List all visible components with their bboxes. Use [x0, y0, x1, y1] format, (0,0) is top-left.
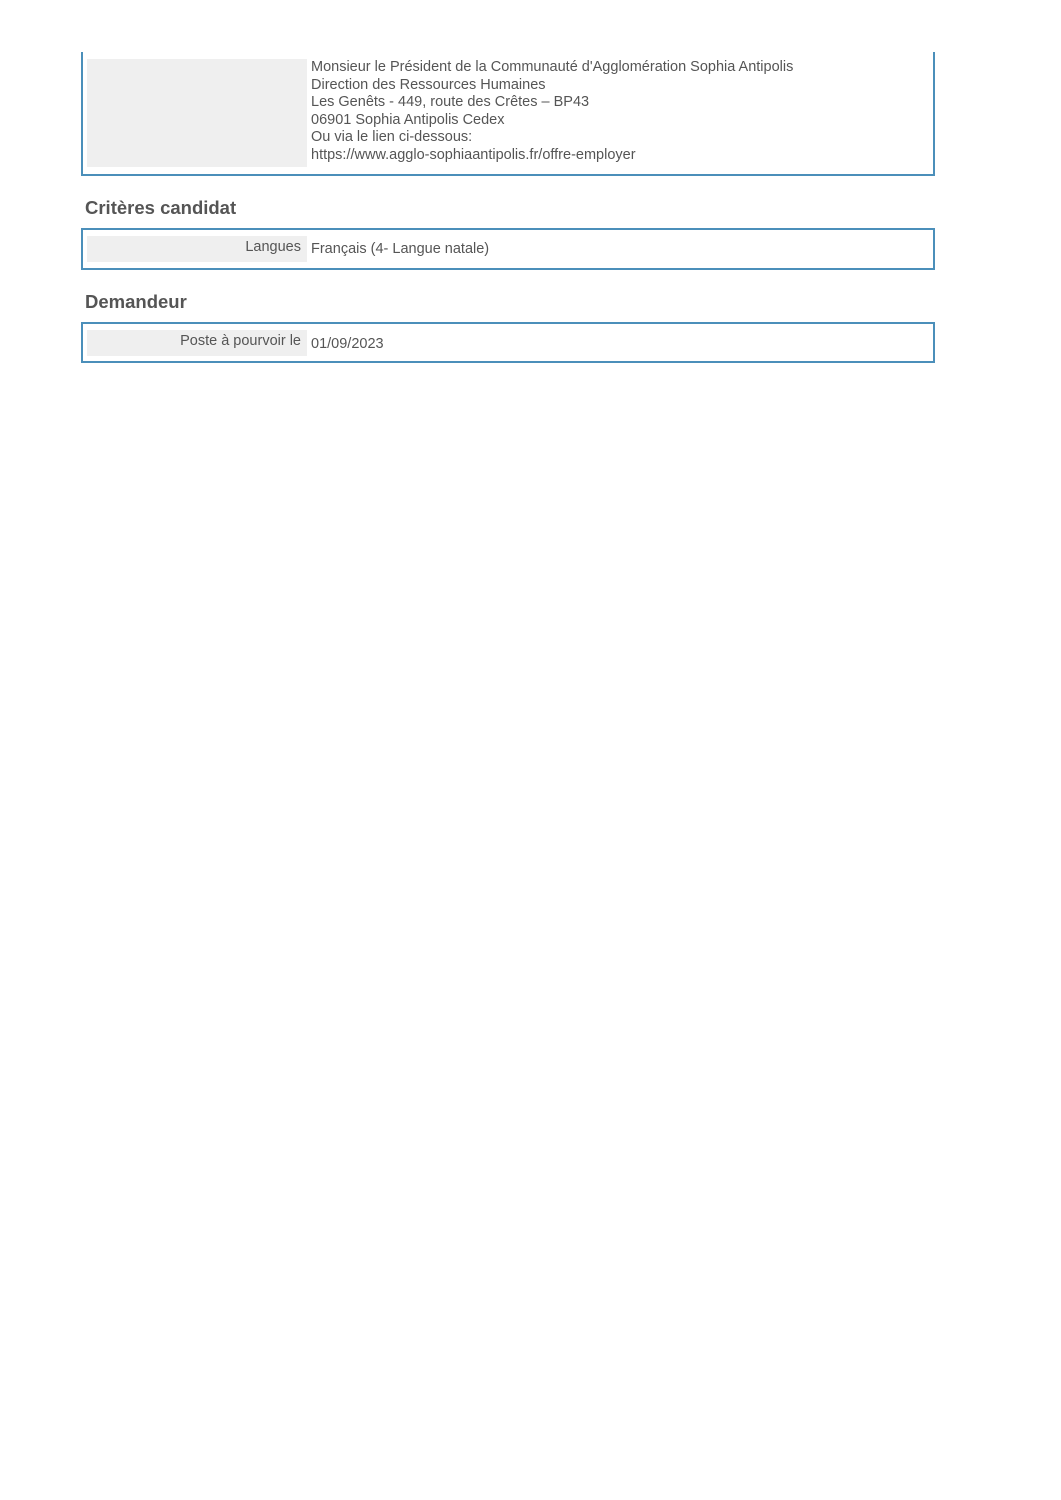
demandeur-box [81, 322, 935, 363]
address-row [83, 52, 933, 169]
address-line-link-intro: Ou via le lien ci-dessous: [311, 129, 473, 145]
address-label-cell [87, 59, 307, 167]
address-line-recipient: Monsieur le Président de la Communauté d'Agglomération Sophia Antipolis [311, 59, 794, 75]
address-line-city: 06901 Sophia Antipolis Cedex [311, 111, 505, 128]
section-title-criteres-candidat: Critères candidat [85, 197, 237, 218]
field-value-poste-a-pourvoir: 01/09/2023 [311, 336, 384, 352]
demandeur-row-poste [83, 324, 933, 356]
address-line-department: Direction des Ressources Humaines [311, 76, 546, 93]
field-label-poste-a-pourvoir: Poste à pourvoir le [87, 330, 307, 356]
address-line-street: Les Genêts - 449, route des Crêtes – BP43 [311, 94, 590, 110]
section-title-demandeur: Demandeur [85, 291, 187, 312]
application-address-box [81, 52, 935, 176]
field-label-langues: Langues [87, 236, 307, 262]
address-value-cell [307, 59, 933, 169]
criteres-row-langues [83, 230, 933, 262]
address-line-url[interactable]: https://www.agglo-sophiaantipolis.fr/offre-employer [311, 146, 636, 163]
criteres-candidat-box [81, 228, 935, 270]
field-value-langues: Français (4- Langue natale) [311, 241, 490, 257]
